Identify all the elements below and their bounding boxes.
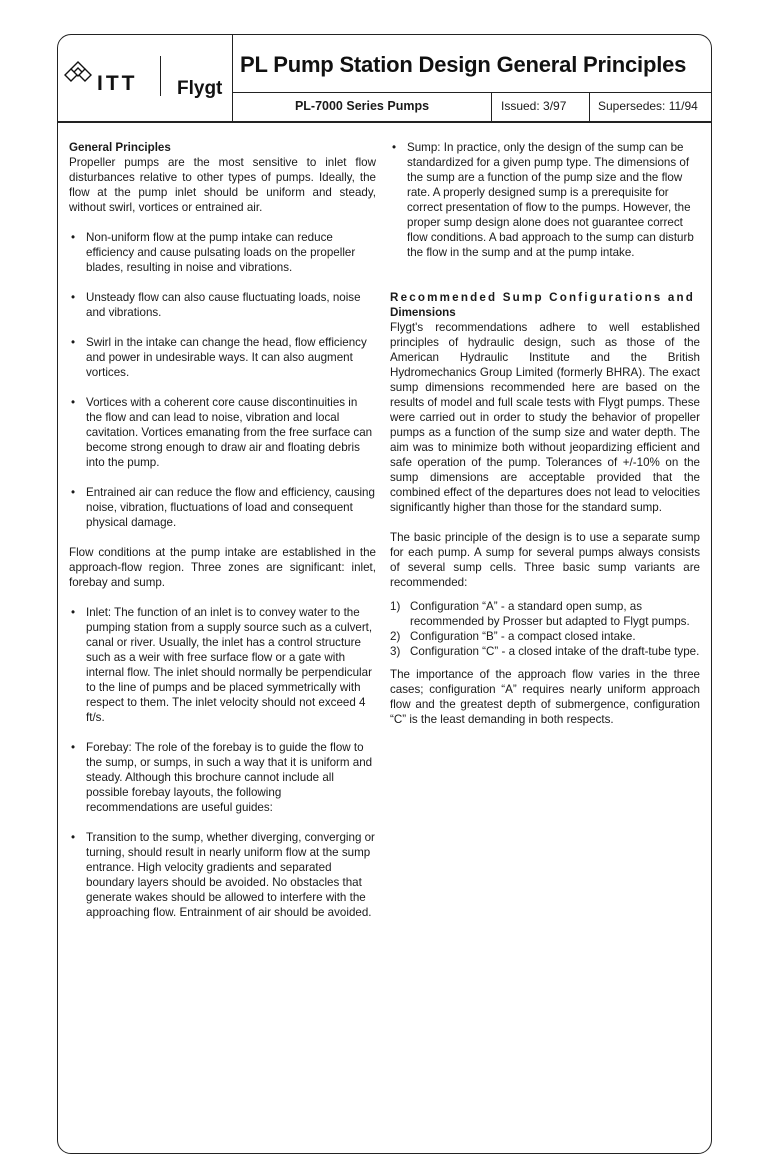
issued-date: Issued: 3/97: [491, 92, 589, 122]
approach-flow-paragraph: The importance of the approach flow varies in the three cases; configuration “A” requires nearly uniform approach flow and the greatest depth of submergence, configuration “C” is the least demanding in both respects.: [390, 668, 700, 726]
configurations-list: [390, 599, 700, 659]
sump-config-heading-cont: Dimensions: [390, 306, 456, 319]
list-text: Configuration “A” - a standard open sump, as recommended by Prosser but adapted to Flygt pumps.: [410, 600, 690, 628]
list-number: 3): [390, 645, 401, 658]
brand-itt: ITT: [97, 72, 138, 95]
basic-principle-paragraph: The basic principle of the design is to use a separate sump for each pump. A sump for several pumps always consists of several sump cells. Three basic sump variants are recommended:: [390, 531, 700, 589]
list-item: • Forebay: The role of the forebay is to guide the flow to the sump, or sumps, in such a way that it is uniform and steady. Although this brochure cannot include all possible forebay layouts, the following recommendations are useful guides:: [69, 740, 376, 815]
left-column: [69, 140, 376, 920]
series-label: PL-7000 Series Pumps: [294, 99, 430, 113]
itt-logo-icon: [63, 60, 93, 90]
list-item: • Swirl in the intake can change the head, flow efficiency and power in undesirable ways. It can also augment vortices.: [69, 335, 376, 380]
list-item: • Sump: In practice, only the design of the sump can be standardized for a given pump type. The dimensions of the sump are a function of the pump size and the flow rate. A properly designed sump is a prerequisite for correct presentation of flow to the pumps. However, the proper sump design alone does not guarantee correct flow conditions. A bad approach to the sump can disturb the flow in the sump and at the pump intake.: [390, 140, 700, 260]
list-item: • Entrained air can reduce the flow and efficiency, causing noise, vibration, fluctuations of load and consequent physical damage.: [69, 485, 376, 530]
recommendations-paragraph: Flygt's recommendations adhere to well established principles of hydraulic design, such as those of the American Hydraulic Institute and the British Hydromechanics Group Limited (formerly BHRA). The exact sump dimensions recommended here are based on the results of model and full scale tests with Flygt pumps. These were carried out in order to study the behavior of propeller pumps as a function of the sump size and water depth. The aim was to minimize both without jeopardizing efficient and safe operation of the pump. Tolerances of +/-10% on the sump dimensions are acceptable provided that the combined effect of the departures does not lead to velocities significantly higher than those for the standard sump.: [390, 321, 700, 514]
list-item: • Unsteady flow can also cause fluctuating loads, noise and vibrations.: [69, 290, 376, 320]
list-item: [390, 599, 700, 629]
brand-flygt: Flygt: [177, 78, 223, 99]
logo-divider: [160, 56, 161, 96]
list-text: Configuration “C” - a closed intake of the draft-tube type.: [410, 645, 700, 658]
list-item: • Non-uniform flow at the pump intake can reduce efficiency and cause pulsating loads on the propeller blades, resulting in noise and vibrations.: [69, 230, 376, 275]
header-rule: [57, 121, 712, 123]
list-number: 1): [390, 600, 401, 613]
list-item: • Inlet: The function of an inlet is to convey water to the pumping station from a supply source such as a culvert, canal or river. Usually, the inlet has a control structure such as a weir with free surface flow or a gate with internal flow. The inlet should normally be perpendicular to the line of pumps and be placed symmetrically with respect to them. The inlet velocity should not exceed 4 ft/s.: [69, 605, 376, 725]
list-number: 2): [390, 630, 401, 643]
intro-paragraph: Propeller pumps are the most sensitive to inlet flow disturbances relative to other types of pumps. Ideally, the flow at the pump inlet should be uniform and steady, without swirl, vortices or entrained air.: [69, 156, 376, 214]
list-item: [390, 644, 700, 659]
list-item: • Transition to the sump, whether diverging, converging or turning, should result in nearly uniform flow at the sump entrance. High velocity gradients and separated boundary layers should be avoided. No obstacles that generate wakes should be allowed to interfere with the approaching flow. Entrainment of air should be avoided.: [69, 830, 376, 920]
zones-list: [69, 605, 376, 920]
general-principles-heading: General Principles: [69, 141, 171, 154]
list-text: Configuration “B” - a compact closed intake.: [410, 630, 636, 643]
supersedes-date: Supersedes: 11/94: [589, 92, 712, 122]
flow-conditions-paragraph: Flow conditions at the pump intake are established in the approach-flow region. Three zones are significant: inlet, forebay and sump.: [69, 546, 376, 589]
right-column: [390, 140, 700, 727]
flow-issues-list: [69, 230, 376, 530]
list-item: [390, 629, 700, 644]
list-item: • Vortices with a coherent core cause discontinuities in the flow and can lead to noise, vibration and local cavitation. Vortices emanating from the free surface can become strong enough to draw air and floating debris into the pump.: [69, 395, 376, 470]
page-title: PL Pump Station Design General Principles: [240, 52, 687, 77]
sump-list: [390, 140, 700, 260]
sump-config-heading: Recommended Sump Configurations and: [390, 291, 696, 304]
